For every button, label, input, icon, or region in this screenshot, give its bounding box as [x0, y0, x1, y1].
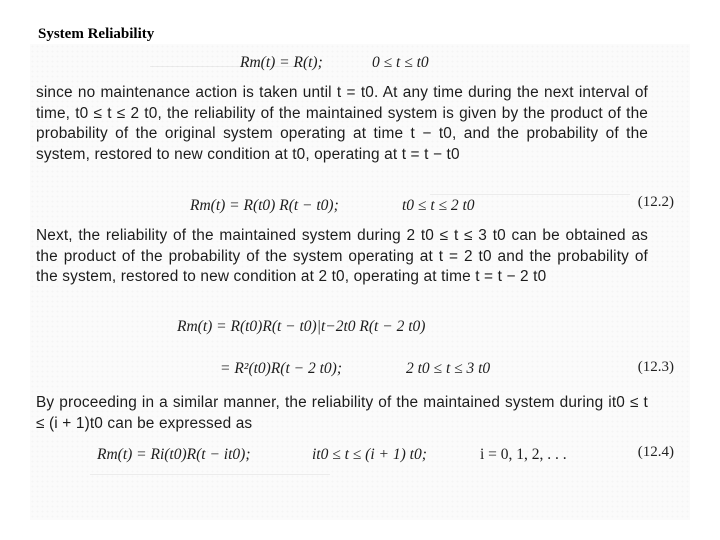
equation-1-range: 0 ≤ t ≤ t0	[372, 54, 429, 71]
paragraph-general-case: By proceeding in a similar manner, the reliability of the maintained system during it0 ≤ t ≤ (i + 1)t0 can be expressed as	[36, 394, 648, 432]
equation-12-3-lhs: = R²(t0)R(t − 2 t0);	[220, 360, 342, 377]
equation-12-2-range: t0 ≤ t ≤ 2 t0	[402, 197, 475, 214]
bleed-through-mark	[430, 194, 630, 195]
equation-12-4-index: i = 0, 1, 2, . . .	[480, 446, 567, 463]
equation-1	[240, 54, 429, 72]
equation-12-2	[190, 197, 475, 215]
slide-title: System Reliability	[38, 26, 155, 42]
equation-12-3-line-2	[220, 360, 491, 378]
bleed-through-mark	[90, 474, 330, 475]
equation-12-3-range: 2 t0 ≤ t ≤ 3 t0	[406, 360, 491, 377]
equation-12-3-line-1: Rm(t) = R(t0)R(t − t0)|t−2t0 R(t − 2 t0)	[177, 318, 426, 335]
equation-number-12-2: (12.2)	[637, 194, 674, 210]
equation-12-4-range: it0 ≤ t ≤ (i + 1) t0;	[312, 446, 427, 463]
paragraph-maintenance-interval: since no maintenance action is taken until t = t0. At any time during the next interval of time, t0 ≤ t ≤ 2 t0, the reliability of the maintained system is given by the product of the probability of the original system operating at time t − t0, and the probability of the system, restored to new condition at t0, operating at t = t − t0	[36, 84, 648, 163]
equation-12-4-lhs: Rm(t) = Ri(t0)R(t − it0);	[97, 446, 251, 463]
equation-number-12-4: (12.4)	[637, 444, 674, 460]
paragraph-second-interval: Next, the reliability of the maintained system during 2 t0 ≤ t ≤ 3 t0 can be obtained as the product of the probability of the system operating at t = 2 t0 and the probability of the system, restored to new condition at 2 t0, operating at time t = t − 2 t0	[36, 227, 648, 285]
equation-12-4	[97, 446, 567, 464]
equation-12-2-lhs: Rm(t) = R(t0) R(t − t0);	[190, 197, 339, 214]
equation-1-lhs: Rm(t) = R(t);	[240, 54, 323, 71]
equation-number-12-3: (12.3)	[637, 359, 674, 375]
